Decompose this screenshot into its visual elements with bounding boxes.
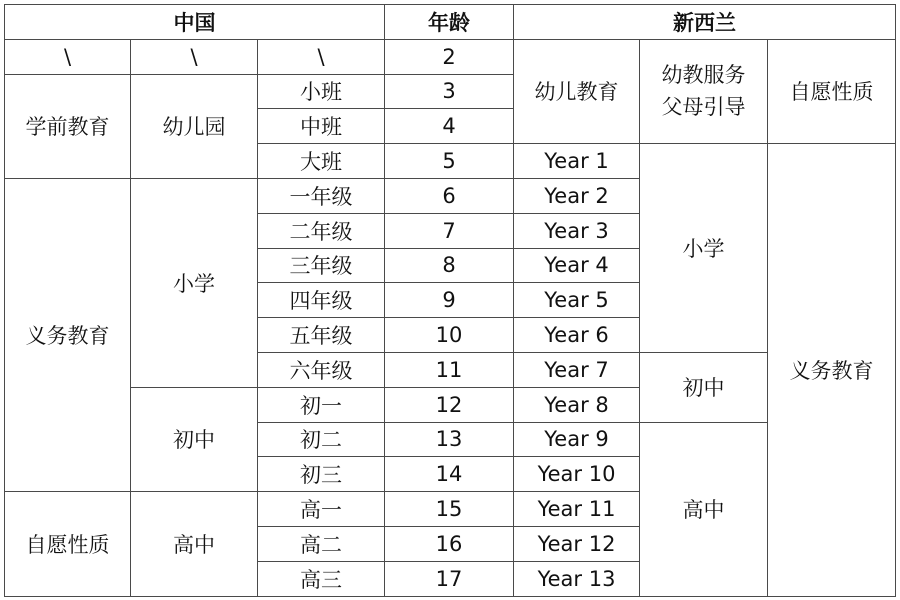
age-cell: 16 (385, 526, 514, 561)
nz-secondary-cell: 高中 (640, 422, 768, 596)
china-school-cell: \ (131, 39, 258, 74)
nz-year-cell: Year 11 (514, 492, 640, 527)
grade-cell: 初一 (258, 387, 385, 422)
nz-year-cell: Year 7 (514, 352, 640, 387)
age-cell: 3 (385, 74, 514, 109)
nz-early-services-line2: 父母引导 (661, 95, 746, 120)
nz-year-cell: Year 6 (514, 318, 640, 353)
age-cell: 11 (385, 352, 514, 387)
grade-cell: 大班 (258, 144, 385, 179)
header-age: 年龄 (385, 5, 514, 40)
age-cell: 15 (385, 492, 514, 527)
china-primary-cell: 小学 (131, 178, 258, 387)
age-cell: 2 (385, 39, 514, 74)
grade-cell: 初三 (258, 457, 385, 492)
header-new-zealand: 新西兰 (514, 5, 896, 40)
nz-year-cell: Year 12 (514, 526, 640, 561)
grade-cell: 一年级 (258, 178, 385, 213)
china-senior-high-cell: 高中 (131, 492, 258, 596)
age-cell: 14 (385, 457, 514, 492)
age-cell: 6 (385, 178, 514, 213)
grade-cell: 六年级 (258, 352, 385, 387)
age-cell: 10 (385, 318, 514, 353)
china-kindergarten-cell: 幼儿园 (131, 74, 258, 178)
nz-year-cell: Year 3 (514, 213, 640, 248)
grade-cell: \ (258, 39, 385, 74)
grade-cell: 高三 (258, 561, 385, 596)
nz-intermediate-cell: 初中 (640, 352, 768, 422)
nz-year-cell: Year 8 (514, 387, 640, 422)
nz-year-cell: Year 4 (514, 248, 640, 283)
grade-cell: 二年级 (258, 213, 385, 248)
grade-cell: 高二 (258, 526, 385, 561)
age-cell: 7 (385, 213, 514, 248)
age-cell: 9 (385, 283, 514, 318)
china-voluntary-cell: 自愿性质 (5, 492, 131, 596)
grade-cell: 三年级 (258, 248, 385, 283)
china-junior-high-cell: 初中 (131, 387, 258, 491)
nz-compulsory-cell: 义务教育 (768, 144, 896, 596)
grade-cell: 中班 (258, 109, 385, 144)
nz-year-cell: Year 13 (514, 561, 640, 596)
table-row (5, 39, 896, 74)
grade-cell: 五年级 (258, 318, 385, 353)
china-preschool-cell: 学前教育 (5, 74, 131, 178)
age-cell: 17 (385, 561, 514, 596)
nz-year-cell: Year 9 (514, 422, 640, 457)
age-cell: 12 (385, 387, 514, 422)
nz-primary-cell: 小学 (640, 144, 768, 353)
nz-early-services-cell (640, 39, 768, 143)
nz-early-services-line1: 幼教服务 (661, 62, 746, 87)
header-china: 中国 (5, 5, 385, 40)
age-cell: 4 (385, 109, 514, 144)
education-comparison-table (4, 4, 896, 597)
nz-year-cell: Year 1 (514, 144, 640, 179)
age-cell: 8 (385, 248, 514, 283)
nz-year-cell: Year 2 (514, 178, 640, 213)
nz-voluntary-cell: 自愿性质 (768, 39, 896, 143)
grade-cell: 初二 (258, 422, 385, 457)
nz-year-cell: Year 10 (514, 457, 640, 492)
nz-year-cell: Year 5 (514, 283, 640, 318)
grade-cell: 四年级 (258, 283, 385, 318)
china-compulsory-cell: 义务教育 (5, 178, 131, 491)
grade-cell: 小班 (258, 74, 385, 109)
china-stage-cell: \ (5, 39, 131, 74)
age-cell: 13 (385, 422, 514, 457)
header-row (5, 5, 896, 40)
nz-early-childhood-cell: 幼儿教育 (514, 39, 640, 143)
age-cell: 5 (385, 144, 514, 179)
grade-cell: 高一 (258, 492, 385, 527)
